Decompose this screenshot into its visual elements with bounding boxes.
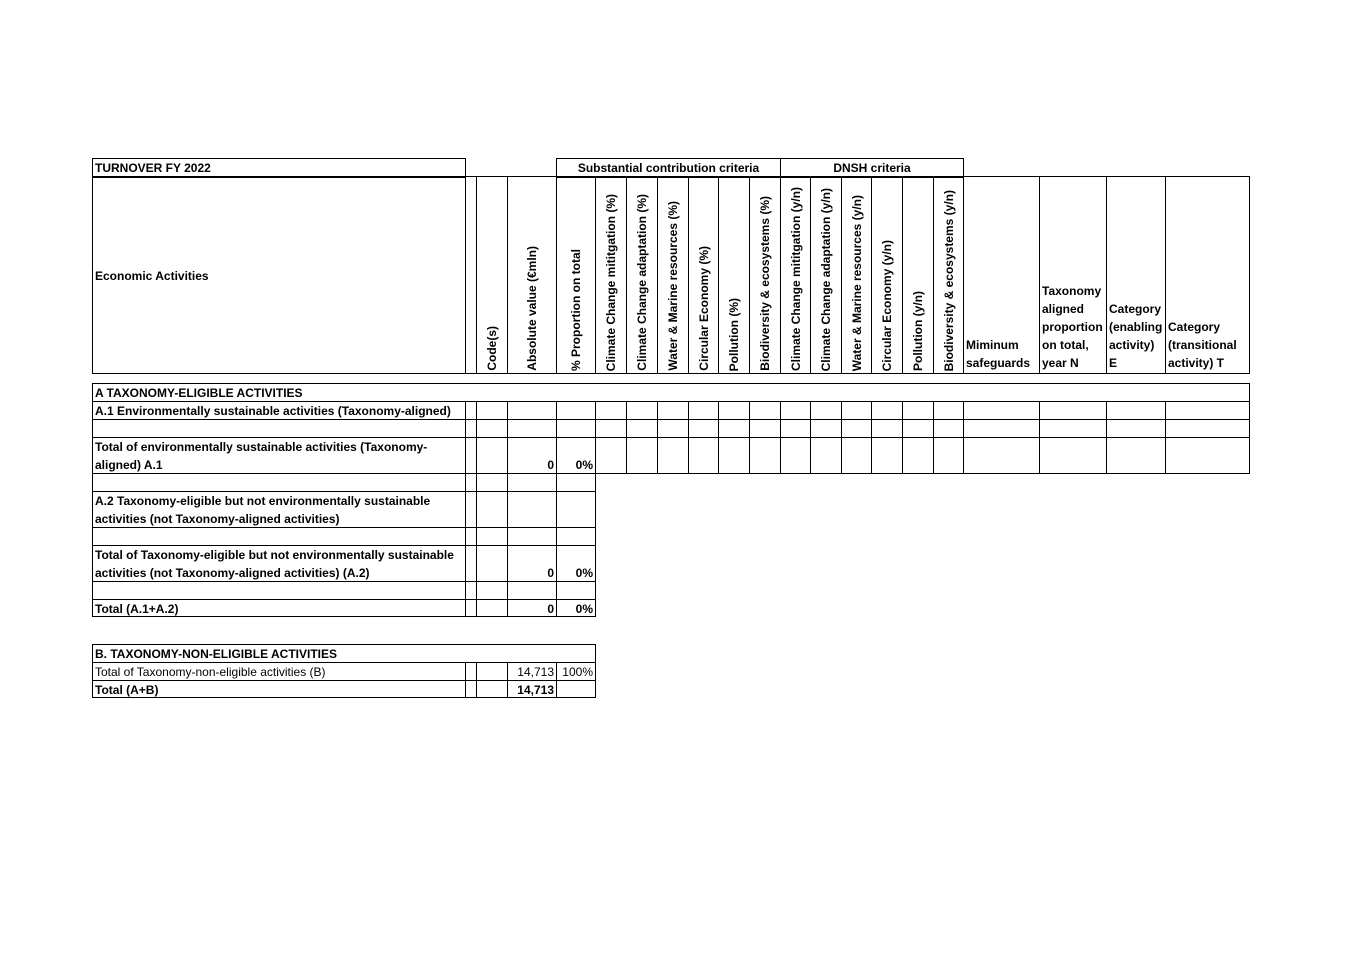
total-a-label: Total (A.1+A.2) <box>92 599 466 617</box>
grid-cell <box>933 437 964 474</box>
sc-water-marine-header: Water & Marine resources (%) <box>657 176 689 374</box>
grid-cell <box>1165 401 1250 420</box>
total-ab-value: 14,713 <box>507 680 557 698</box>
grid-cell <box>871 401 903 420</box>
a2-total-value: 0 <box>507 545 557 582</box>
total-a-pct: 0% <box>556 599 596 617</box>
grid-cell <box>507 473 557 492</box>
grid-cell <box>1106 437 1166 474</box>
sc-pollution-header: Pollution (%) <box>718 176 750 374</box>
dnsh-climate-adaptation-header: Climate Change adaptation (y/n) <box>810 176 842 374</box>
grid-cell <box>476 473 508 492</box>
turnover-title: TURNOVER FY 2022 <box>92 158 466 178</box>
grid-cell <box>902 437 934 474</box>
grid-cell <box>626 419 658 438</box>
grid-cell <box>749 437 781 474</box>
taxonomy-aligned-header: Taxonomy aligned proportion on total, year N <box>1039 176 1107 374</box>
grid-cell <box>749 419 781 438</box>
total-ab-pct-cell <box>556 680 596 698</box>
grid-cell <box>841 401 872 420</box>
grid-cell <box>780 401 811 420</box>
grid-cell <box>476 491 508 528</box>
grid-cell <box>476 545 508 582</box>
grid-cell <box>810 401 842 420</box>
section-a-title: A TAXONOMY-ELIGIBLE ACTIVITIES <box>92 383 1250 402</box>
sc-circular-economy-header: Circular Economy (%) <box>688 176 719 374</box>
grid-cell <box>841 419 872 438</box>
total-a-value: 0 <box>507 599 557 617</box>
dnsh-water-marine-header: Water & Marine resources (y/n) <box>841 176 872 374</box>
grid-cell <box>507 581 557 600</box>
section-b-title: B. TAXONOMY-NON-ELIGIBLE ACTIVITIES <box>92 644 596 663</box>
non-eligible-value: 14,713 <box>507 662 557 681</box>
grid-cell <box>476 401 508 420</box>
grid-cell <box>810 437 842 474</box>
grid-cell <box>780 437 811 474</box>
grid-cell <box>1039 419 1107 438</box>
a1-blank-row <box>92 419 466 438</box>
a1-title: A.1 Environmentally sustainable activities (Taxonomy-aligned) <box>92 401 466 420</box>
grid-cell <box>963 437 1040 474</box>
grid-cell <box>595 401 627 420</box>
grid-cell <box>871 419 903 438</box>
grid-cell <box>933 419 964 438</box>
grid-cell <box>902 401 934 420</box>
grid-cell <box>476 581 508 600</box>
grid-cell <box>507 401 557 420</box>
dnsh-circular-economy-header: Circular Economy (y/n) <box>871 176 903 374</box>
grid-cell <box>1039 401 1107 420</box>
a2-spacer-row-2 <box>92 581 466 600</box>
a2-blank-row <box>92 527 466 546</box>
grid-cell <box>595 437 627 474</box>
grid-cell <box>556 401 596 420</box>
grid-cell <box>718 437 750 474</box>
economic-activities-header: Economic Activities <box>92 176 466 374</box>
grid-cell <box>556 491 596 528</box>
grid-cell <box>688 437 719 474</box>
total-ab-label: Total (A+B) <box>92 680 466 698</box>
grid-cell <box>718 401 750 420</box>
dnsh-biodiversity-header: Biodiversity & ecosystems (y/n) <box>933 176 964 374</box>
a2-spacer-row <box>92 473 466 492</box>
grid-cell <box>657 437 689 474</box>
a1-total-label: Total of environmentally sustainable activities (Taxonomy-aligned) A.1 <box>92 437 466 474</box>
grid-cell <box>810 419 842 438</box>
grid-cell <box>657 419 689 438</box>
a1-total-value: 0 <box>507 437 557 474</box>
sc-biodiversity-header: Biodiversity & ecosystems (%) <box>749 176 781 374</box>
grid-cell <box>476 419 508 438</box>
grid-cell <box>556 419 596 438</box>
a2-total-pct: 0% <box>556 545 596 582</box>
grid-cell <box>1165 437 1250 474</box>
grid-cell <box>1106 419 1166 438</box>
dnsh-climate-mitigation-header: Climate Change mititgation (y/n) <box>780 176 811 374</box>
b-code-cell <box>476 662 508 681</box>
grid-cell <box>595 419 627 438</box>
dnsh-criteria-header: DNSH criteria <box>780 158 964 178</box>
grid-cell <box>507 419 557 438</box>
substantial-criteria-header: Substantial contribution criteria <box>556 158 781 178</box>
minimum-safeguards-header: Miminum safeguards <box>963 176 1040 374</box>
grid-cell <box>507 527 557 546</box>
grid-cell <box>507 491 557 528</box>
sc-climate-adaptation-header: Climate Change adaptation (%) <box>626 176 658 374</box>
category-enabling-header: Category (enabling activity) E <box>1106 176 1166 374</box>
grid-cell <box>626 401 658 420</box>
grid-cell <box>657 401 689 420</box>
grid-cell <box>933 401 964 420</box>
grid-cell <box>902 419 934 438</box>
non-eligible-pct: 100% <box>556 662 596 681</box>
grid-cell <box>780 419 811 438</box>
grid-cell <box>871 437 903 474</box>
grid-cell <box>476 437 508 474</box>
absolute-value-header: Absolute value (€mln) <box>507 176 557 374</box>
grid-cell <box>476 527 508 546</box>
grid-cell <box>963 419 1040 438</box>
grid-cell <box>1106 401 1166 420</box>
grid-cell <box>963 401 1040 420</box>
a1-total-pct: 0% <box>556 437 596 474</box>
category-transitional-header: Category (transitional activity) T <box>1165 176 1250 374</box>
grid-cell <box>556 527 596 546</box>
grid-cell <box>688 401 719 420</box>
grid-cell <box>688 419 719 438</box>
b-total-code-cell <box>476 680 508 698</box>
grid-cell <box>749 401 781 420</box>
sc-climate-mitigation-header: Climate Change mititgation (%) <box>595 176 627 374</box>
dnsh-pollution-header: Pollution (y/n) <box>902 176 934 374</box>
grid-cell <box>841 437 872 474</box>
a2-title: A.2 Taxonomy-eligible but not environmentally sustainable activities (not Taxonomy-aligned activities) <box>92 491 466 528</box>
grid-cell <box>1039 437 1107 474</box>
non-eligible-label: Total of Taxonomy-non-eligible activities (B) <box>92 662 466 681</box>
codes-header: Code(s) <box>476 176 508 374</box>
grid-cell <box>1165 419 1250 438</box>
grid-cell <box>626 437 658 474</box>
a2-total-label: Total of Taxonomy-eligible but not environmentally sustainable activities (not Taxonomy-aligned activities) (A.2) <box>92 545 466 582</box>
proportion-header: % Proportion on total <box>556 176 596 374</box>
grid-cell <box>718 419 750 438</box>
grid-cell <box>556 581 596 600</box>
grid-cell <box>556 473 596 492</box>
grid-cell <box>476 599 508 617</box>
